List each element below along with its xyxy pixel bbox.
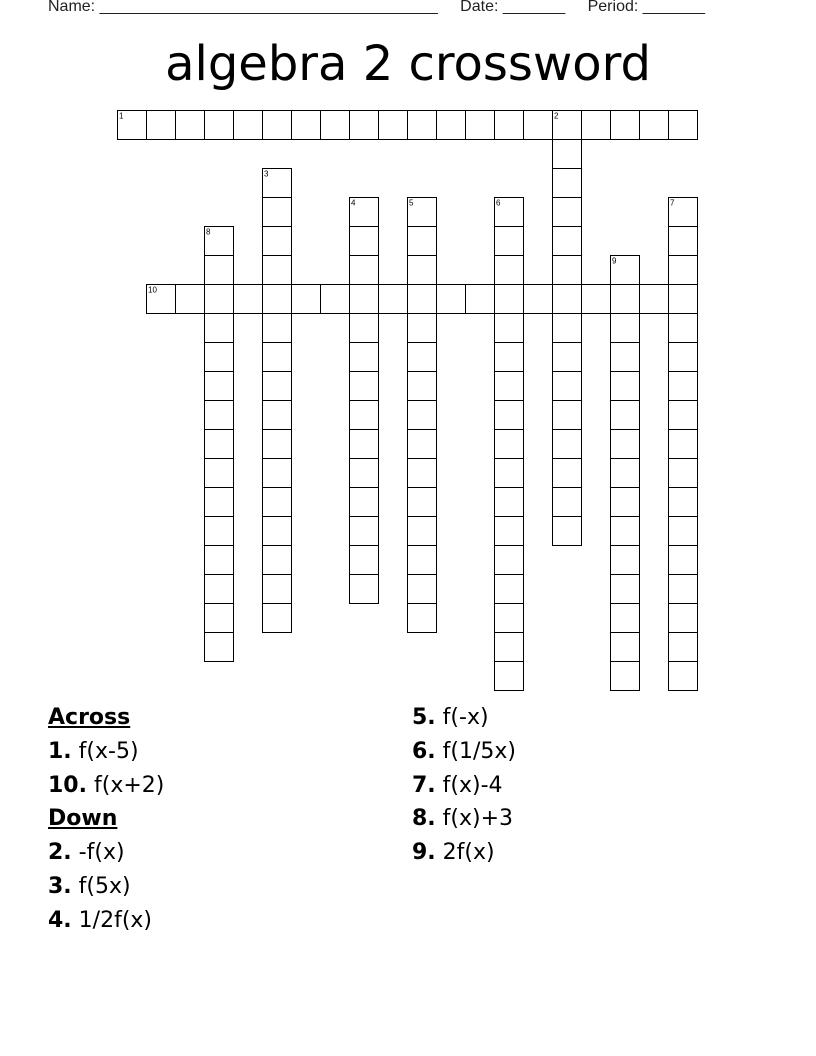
clue-down-3: [48, 870, 164, 904]
clue-down-5: [412, 701, 516, 735]
grid-cell[interactable]: [495, 256, 524, 285]
grid-cell[interactable]: [205, 633, 234, 662]
grid-cell[interactable]: [611, 401, 640, 430]
grid-cell[interactable]: [495, 459, 524, 488]
grid-cell[interactable]: [640, 285, 669, 314]
grid-cell[interactable]: [553, 256, 582, 285]
grid-cell[interactable]: [263, 575, 292, 604]
grid-cell[interactable]: [524, 285, 553, 314]
grid-cell[interactable]: [669, 604, 698, 633]
grid-cell[interactable]: [205, 517, 234, 546]
grid-cell[interactable]: [669, 256, 698, 285]
grid-cell[interactable]: [553, 140, 582, 169]
grid-cell[interactable]: [611, 546, 640, 575]
grid-cell[interactable]: [611, 488, 640, 517]
grid-cell[interactable]: [495, 285, 524, 314]
clue-number: 4.: [48, 907, 72, 933]
clue-number: 10.: [48, 772, 87, 798]
grid-cell[interactable]: [553, 343, 582, 372]
grid-cell[interactable]: [495, 198, 524, 227]
grid-cell[interactable]: [495, 575, 524, 604]
grid-cell[interactable]: [669, 314, 698, 343]
grid-cell[interactable]: [553, 169, 582, 198]
grid-cell[interactable]: [350, 227, 379, 256]
grid-cell[interactable]: [350, 517, 379, 546]
grid-cell[interactable]: [205, 256, 234, 285]
clue-text: f(x+2): [93, 772, 165, 798]
grid-cell[interactable]: [669, 372, 698, 401]
grid-cell[interactable]: [495, 633, 524, 662]
grid-cell[interactable]: [611, 575, 640, 604]
grid-cell[interactable]: [553, 459, 582, 488]
period-field-label[interactable]: Period: _______: [587, 0, 706, 15]
grid-cell[interactable]: [205, 401, 234, 430]
grid-cell[interactable]: [640, 111, 669, 140]
clue-number: 3.: [48, 873, 72, 899]
grid-cell[interactable]: [408, 604, 437, 633]
grid-cell[interactable]: [495, 314, 524, 343]
grid-cell[interactable]: [408, 314, 437, 343]
grid-cell[interactable]: [292, 111, 321, 140]
grid-cell[interactable]: [408, 401, 437, 430]
grid-cell[interactable]: [379, 285, 408, 314]
grid-cell[interactable]: [669, 227, 698, 256]
date-field-label[interactable]: Date: _______: [460, 0, 566, 15]
grid-cell[interactable]: [611, 517, 640, 546]
grid-cell[interactable]: [669, 111, 698, 140]
clue-across-10: [48, 769, 164, 803]
grid-cell[interactable]: [350, 575, 379, 604]
clue-number: 9.: [412, 840, 436, 866]
grid-cell[interactable]: [408, 343, 437, 372]
grid-cell[interactable]: [147, 285, 176, 314]
clue-number: 6.: [412, 738, 436, 764]
grid-cell[interactable]: [669, 401, 698, 430]
grid-cell[interactable]: [408, 546, 437, 575]
clue-text: f(x-5): [78, 738, 139, 764]
grid-cell[interactable]: [553, 111, 582, 140]
clue-down-4: [48, 904, 164, 938]
grid-cell[interactable]: [495, 343, 524, 372]
grid-cell[interactable]: [611, 604, 640, 633]
grid-cell[interactable]: [350, 285, 379, 314]
grid-cell[interactable]: [350, 546, 379, 575]
grid-cell[interactable]: [495, 546, 524, 575]
clue-number: 2.: [48, 840, 72, 866]
grid-cell[interactable]: [234, 111, 263, 140]
grid-cell[interactable]: [205, 488, 234, 517]
grid-cell[interactable]: [205, 227, 234, 256]
grid-cell[interactable]: [118, 111, 147, 140]
grid-cell[interactable]: [495, 430, 524, 459]
grid-cell[interactable]: [669, 430, 698, 459]
grid-cell[interactable]: [669, 575, 698, 604]
grid-cell[interactable]: [263, 430, 292, 459]
cell-number: 6: [496, 198, 501, 208]
grid-cell[interactable]: [495, 662, 524, 691]
grid-cell[interactable]: [350, 314, 379, 343]
grid-cell[interactable]: [611, 256, 640, 285]
grid-cell[interactable]: [611, 459, 640, 488]
clue-number: 8.: [412, 806, 436, 832]
grid-cell[interactable]: [669, 285, 698, 314]
grid-cell[interactable]: [350, 488, 379, 517]
grid-cell[interactable]: [205, 372, 234, 401]
grid-cell[interactable]: [176, 285, 205, 314]
clue-text: f(5x): [78, 873, 131, 899]
grid-cell[interactable]: [582, 285, 611, 314]
grid-cell[interactable]: [408, 575, 437, 604]
clue-number: 1.: [48, 738, 72, 764]
grid-cell[interactable]: [350, 256, 379, 285]
grid-cell[interactable]: [611, 633, 640, 662]
grid-cell[interactable]: [495, 227, 524, 256]
grid-cell[interactable]: [205, 343, 234, 372]
grid-cell[interactable]: [495, 372, 524, 401]
header-fields: [48, 0, 768, 16]
grid-cell[interactable]: [205, 285, 234, 314]
grid-cell[interactable]: [350, 372, 379, 401]
grid-cell[interactable]: [495, 517, 524, 546]
clue-across-1: [48, 735, 164, 769]
grid-cell[interactable]: [263, 256, 292, 285]
grid-cell[interactable]: [379, 111, 408, 140]
grid-cell[interactable]: [408, 111, 437, 140]
cell-number: 4: [351, 198, 356, 208]
grid-cell[interactable]: [611, 372, 640, 401]
grid-cell[interactable]: [669, 459, 698, 488]
grid-cell[interactable]: [263, 517, 292, 546]
grid-cell[interactable]: [350, 343, 379, 372]
grid-cell[interactable]: [611, 343, 640, 372]
grid-cell[interactable]: [408, 285, 437, 314]
grid-cell[interactable]: [263, 488, 292, 517]
grid-cell[interactable]: [408, 256, 437, 285]
grid-cell[interactable]: [408, 227, 437, 256]
clue-text: 1/2f(x): [78, 907, 153, 933]
grid-cell[interactable]: [611, 111, 640, 140]
down-heading: Down: [48, 806, 118, 832]
grid-cell[interactable]: [495, 111, 524, 140]
grid-cell[interactable]: [669, 488, 698, 517]
cell-number: 3: [264, 169, 269, 179]
grid-cell[interactable]: [408, 488, 437, 517]
grid-cell[interactable]: [669, 343, 698, 372]
clue-down-2: [48, 836, 164, 870]
grid-cell[interactable]: [205, 604, 234, 633]
grid-cell[interactable]: [321, 111, 350, 140]
grid-cell[interactable]: [205, 575, 234, 604]
clue-down-9: [412, 836, 516, 870]
grid-cell[interactable]: [350, 401, 379, 430]
grid-cell[interactable]: [263, 111, 292, 140]
grid-cell[interactable]: [408, 198, 437, 227]
grid-cell[interactable]: [466, 111, 495, 140]
grid-cell[interactable]: [263, 227, 292, 256]
clue-number: 7.: [412, 772, 436, 798]
grid-cell[interactable]: [263, 198, 292, 227]
grid-cell[interactable]: [234, 285, 263, 314]
grid-cell[interactable]: [437, 285, 466, 314]
grid-cell[interactable]: [350, 198, 379, 227]
clue-text: 2f(x): [442, 840, 495, 866]
grid-cell[interactable]: [553, 314, 582, 343]
grid-cell[interactable]: [205, 459, 234, 488]
grid-cell[interactable]: [350, 111, 379, 140]
grid-cell[interactable]: [408, 517, 437, 546]
page-title: algebra 2 crossword: [165, 36, 651, 92]
grid-cell[interactable]: [263, 372, 292, 401]
clue-down-7: [412, 769, 516, 803]
cell-number: 1: [119, 111, 124, 121]
grid-cell[interactable]: [205, 314, 234, 343]
grid-cell[interactable]: [437, 111, 466, 140]
grid-cell[interactable]: [205, 430, 234, 459]
grid-cell[interactable]: [466, 285, 495, 314]
grid-cell[interactable]: [147, 111, 176, 140]
grid-cell[interactable]: [669, 633, 698, 662]
grid-cell[interactable]: [263, 459, 292, 488]
grid-cell[interactable]: [263, 314, 292, 343]
clue-down-8: [412, 802, 516, 836]
grid-cell[interactable]: [176, 111, 205, 140]
cell-number: 5: [409, 198, 414, 208]
grid-cell[interactable]: [263, 604, 292, 633]
clue-text: -f(x): [78, 840, 125, 866]
grid-cell[interactable]: [553, 372, 582, 401]
grid-cell[interactable]: [205, 111, 234, 140]
cell-number: 2: [554, 111, 559, 121]
grid-cell[interactable]: [263, 169, 292, 198]
grid-cell[interactable]: [611, 285, 640, 314]
clue-text: f(x)-4: [442, 772, 503, 798]
grid-cell[interactable]: [611, 314, 640, 343]
cell-number: 8: [206, 227, 211, 237]
grid-cell[interactable]: [292, 285, 321, 314]
grid-cell[interactable]: [669, 517, 698, 546]
grid-cell[interactable]: [263, 285, 292, 314]
grid-cell[interactable]: [553, 430, 582, 459]
grid-cell[interactable]: [408, 430, 437, 459]
grid-cell[interactable]: [553, 227, 582, 256]
clue-text: f(x)+3: [442, 806, 514, 832]
grid-cell[interactable]: [495, 401, 524, 430]
grid-cell[interactable]: [408, 459, 437, 488]
across-heading: Across: [48, 705, 131, 730]
grid-cell[interactable]: [553, 401, 582, 430]
grid-cell[interactable]: [669, 662, 698, 691]
grid-cell[interactable]: [495, 488, 524, 517]
grid-cell[interactable]: [408, 372, 437, 401]
clue-text: f(-x): [442, 705, 489, 730]
grid-cell[interactable]: [611, 662, 640, 691]
grid-cell[interactable]: [350, 430, 379, 459]
grid-cell[interactable]: [553, 488, 582, 517]
grid-cell[interactable]: [495, 604, 524, 633]
clues-right-column: [412, 701, 516, 870]
grid-cell[interactable]: [263, 343, 292, 372]
cell-number: 10: [148, 285, 157, 295]
grid-cell[interactable]: [350, 459, 379, 488]
grid-cell[interactable]: [553, 285, 582, 314]
grid-cell[interactable]: [553, 517, 582, 546]
grid-cell[interactable]: [669, 546, 698, 575]
name-field-label[interactable]: Name: ______________________________________: [48, 0, 438, 15]
grid-cell[interactable]: [524, 111, 553, 140]
grid-cell[interactable]: [553, 198, 582, 227]
clue-number: 5.: [412, 705, 436, 730]
grid-cell[interactable]: [263, 401, 292, 430]
cell-number: 7: [670, 198, 675, 208]
grid-cell[interactable]: [582, 111, 611, 140]
grid-cell[interactable]: [321, 285, 350, 314]
grid-cell[interactable]: [669, 198, 698, 227]
clue-down-6: [412, 735, 516, 769]
clue-text: f(1/5x): [442, 738, 517, 764]
grid-cell[interactable]: [263, 546, 292, 575]
grid-cell[interactable]: [611, 430, 640, 459]
cell-number: 9: [612, 256, 617, 266]
grid-cell[interactable]: [205, 546, 234, 575]
clues-left-column: [48, 701, 164, 938]
